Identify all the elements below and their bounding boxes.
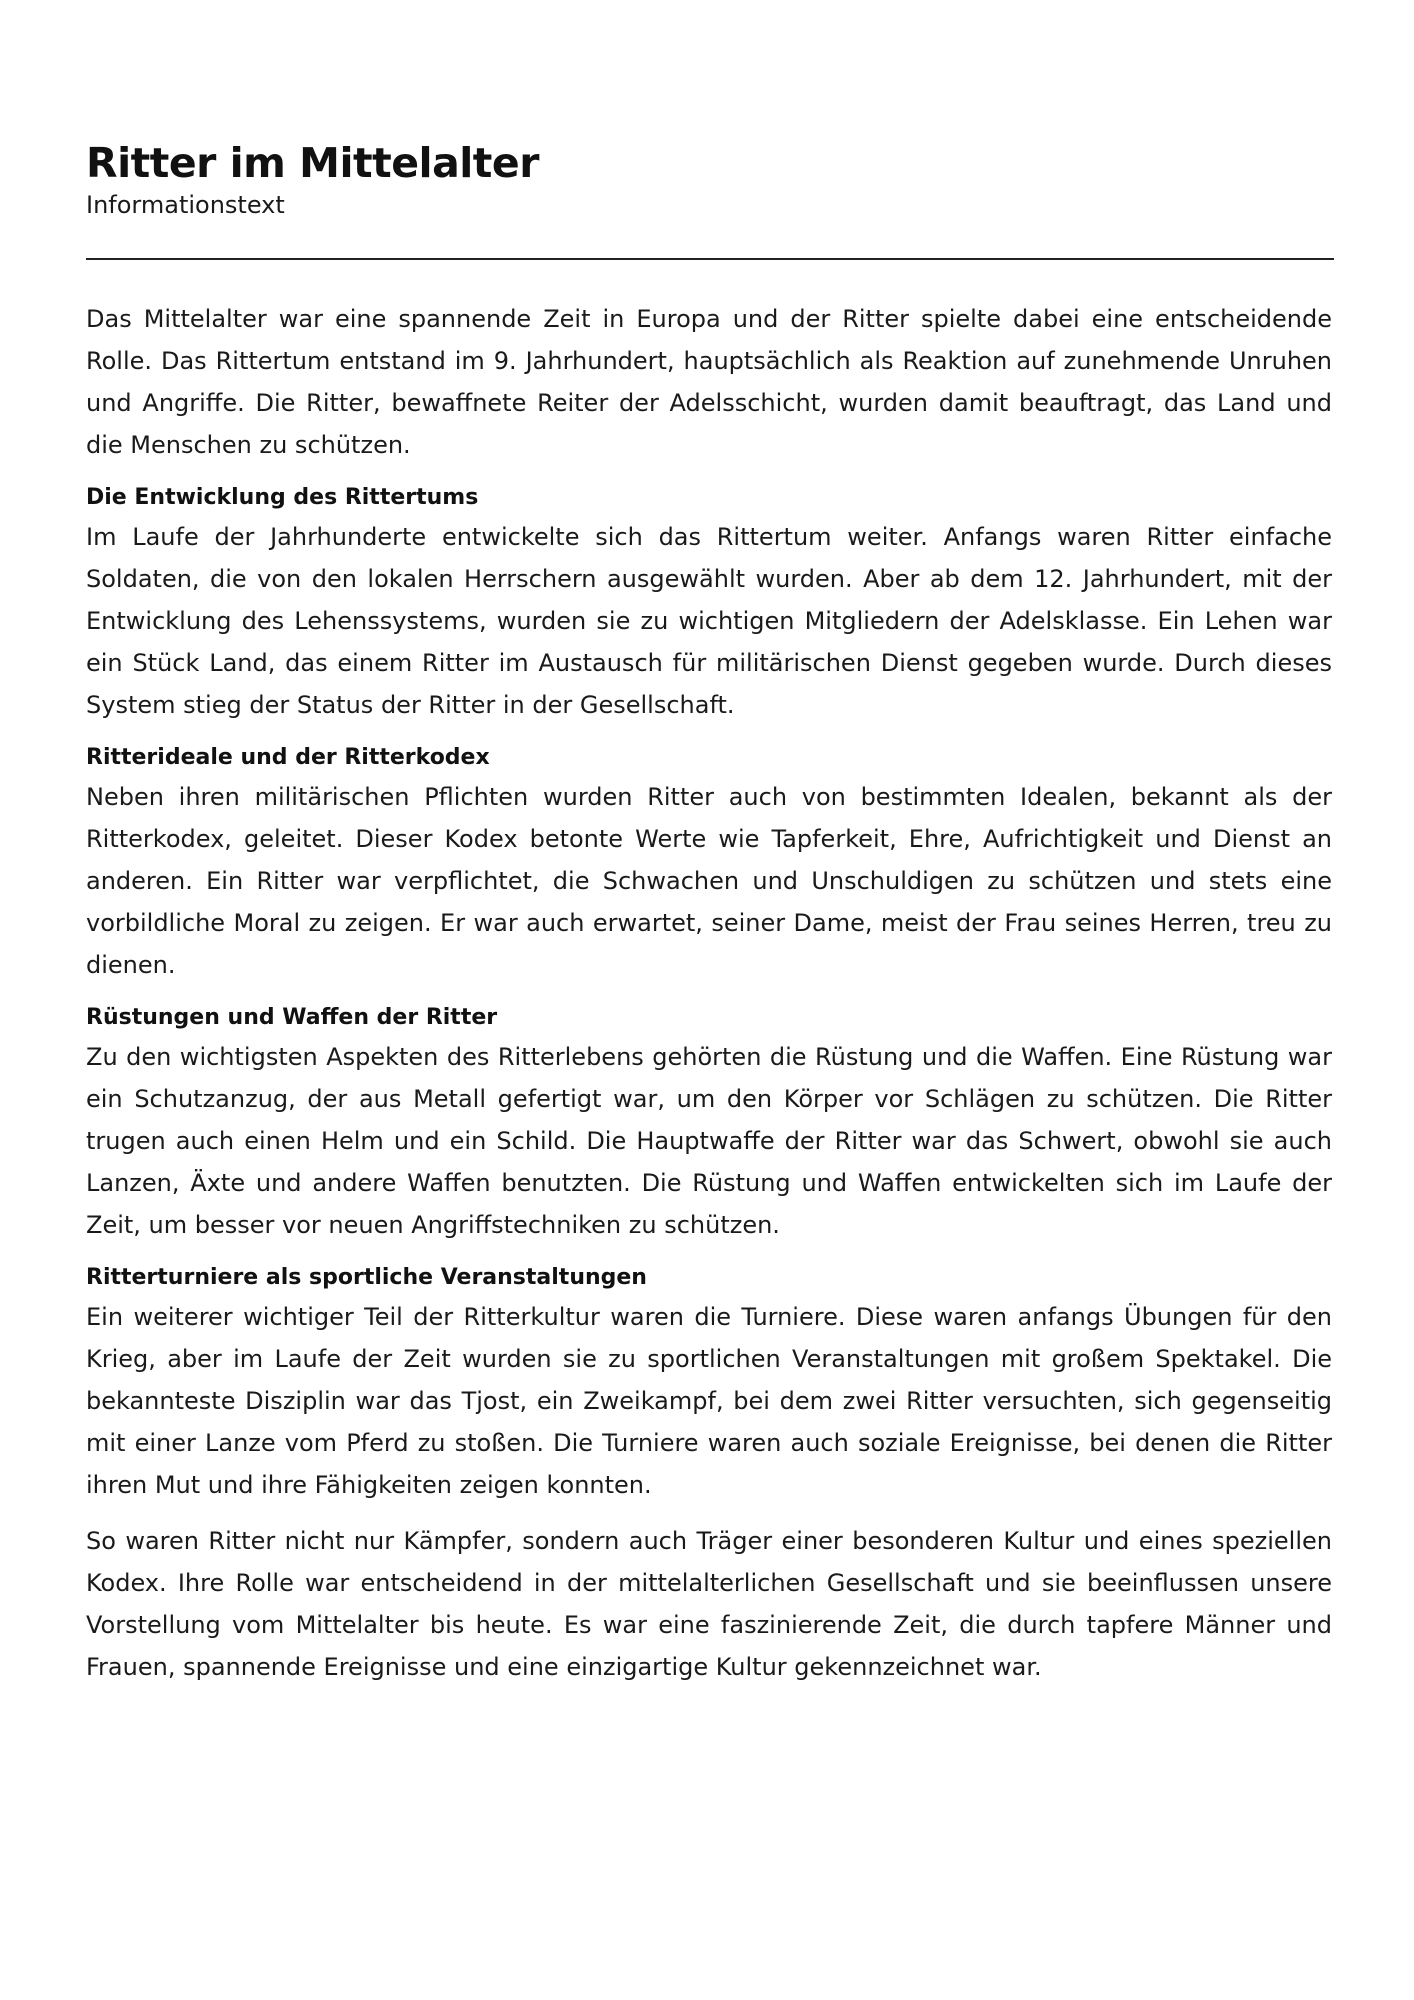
section-heading: Ritterturniere als sportliche Veranstaltungen <box>86 1265 647 1290</box>
section-heading: Rüstungen und Waffen der Ritter <box>86 1005 498 1030</box>
section-paragraph: Im Laufe der Jahrhunderte entwickelte sich das Rittertum weiter. Anfangs waren Ritter einfache Soldaten, die von den lokalen Herrschern ausgewählt wurden. Aber ab dem 12. Jahrhundert, mit der Entwicklung des Lehenssystems, wurden sie zu wichtigen Mitgliedern der Adelsklasse. Ein Lehen war ein Stück Land, das einem Ritter im Austausch für militärischen Dienst gegeben wurde. Durch dieses System stieg der Status der Ritter in der Gesellschaft. <box>86 523 1332 719</box>
document-page <box>86 138 1332 1688</box>
title-divider <box>86 258 1334 260</box>
document-subtitle: Informationstext <box>86 191 285 219</box>
section-ideals <box>86 740 1332 986</box>
section-development <box>86 480 1332 726</box>
section-paragraph: Ein weiterer wichtiger Teil der Ritterkultur waren die Turniere. Diese waren anfangs Übungen für den Krieg, aber im Laufe der Zeit wurden sie zu sportlichen Veranstaltungen mit großem Spektakel. Die bekannteste Disziplin war das Tjost, ein Zweikampf, bei dem zwei Ritter versuchten, sich gegenseitig mit einer Lanze vom Pferd zu stoßen. Die Turniere waren auch soziale Ereignisse, bei denen die Ritter ihren Mut und ihre Fähigkeiten zeigen konnten. <box>86 1303 1332 1499</box>
section-heading: Die Entwicklung des Rittertums <box>86 485 479 510</box>
section-paragraph: Zu den wichtigsten Aspekten des Ritterlebens gehörten die Rüstung und die Waffen. Eine Rüstung war ein Schutzanzug, der aus Metall gefertigt war, um den Körper vor Schlägen zu schützen. Die Ritter trugen auch einen Helm und ein Schild. Die Hauptwaffe der Ritter war das Schwert, obwohl sie auch Lanzen, Äxte und andere Waffen benutzten. Die Rüstung und Waffen entwickelten sich im Laufe der Zeit, um besser vor neuen Angriffstechniken zu schützen. <box>86 1043 1332 1239</box>
closing-paragraph: So waren Ritter nicht nur Kämpfer, sondern auch Träger einer besonderen Kultur und eines speziellen Kodex. Ihre Rolle war entscheidend in der mittelalterlichen Gesellschaft und sie beeinflussen unsere Vorstellung vom Mittelalter bis heute. Es war eine faszinierende Zeit, die durch tapfere Männer und Frauen, spannende Ereignisse und eine einzigartige Kultur gekennzeichnet war. <box>86 1527 1332 1681</box>
closing-section <box>86 1520 1332 1688</box>
section-heading: Ritterideale und der Ritterkodex <box>86 745 490 770</box>
section-paragraph: Neben ihren militärischen Pflichten wurden Ritter auch von bestimmten Idealen, bekannt als der Ritterkodex, geleitet. Dieser Kodex betonte Werte wie Tapferkeit, Ehre, Aufrichtigkeit und Dienst an anderen. Ein Ritter war verpflichtet, die Schwachen und Unschuldigen zu schützen und stets eine vorbildliche Moral zu zeigen. Er war auch erwartet, seiner Dame, meist der Frau seines Herren, treu zu dienen. <box>86 783 1332 979</box>
document-title: Ritter im Mittelalter <box>86 139 539 187</box>
section-tournaments <box>86 1260 1332 1506</box>
intro-section <box>86 298 1332 466</box>
intro-paragraph: Das Mittelalter war eine spannende Zeit in Europa und der Ritter spielte dabei eine entscheidende Rolle. Das Rittertum entstand im 9. Jahrhundert, hauptsächlich als Reaktion auf zunehmende Unruhen und Angriffe. Die Ritter, bewaffnete Reiter der Adelsschicht, wurden damit beauftragt, das Land und die Menschen zu schützen. <box>86 305 1332 459</box>
section-armor <box>86 1000 1332 1246</box>
